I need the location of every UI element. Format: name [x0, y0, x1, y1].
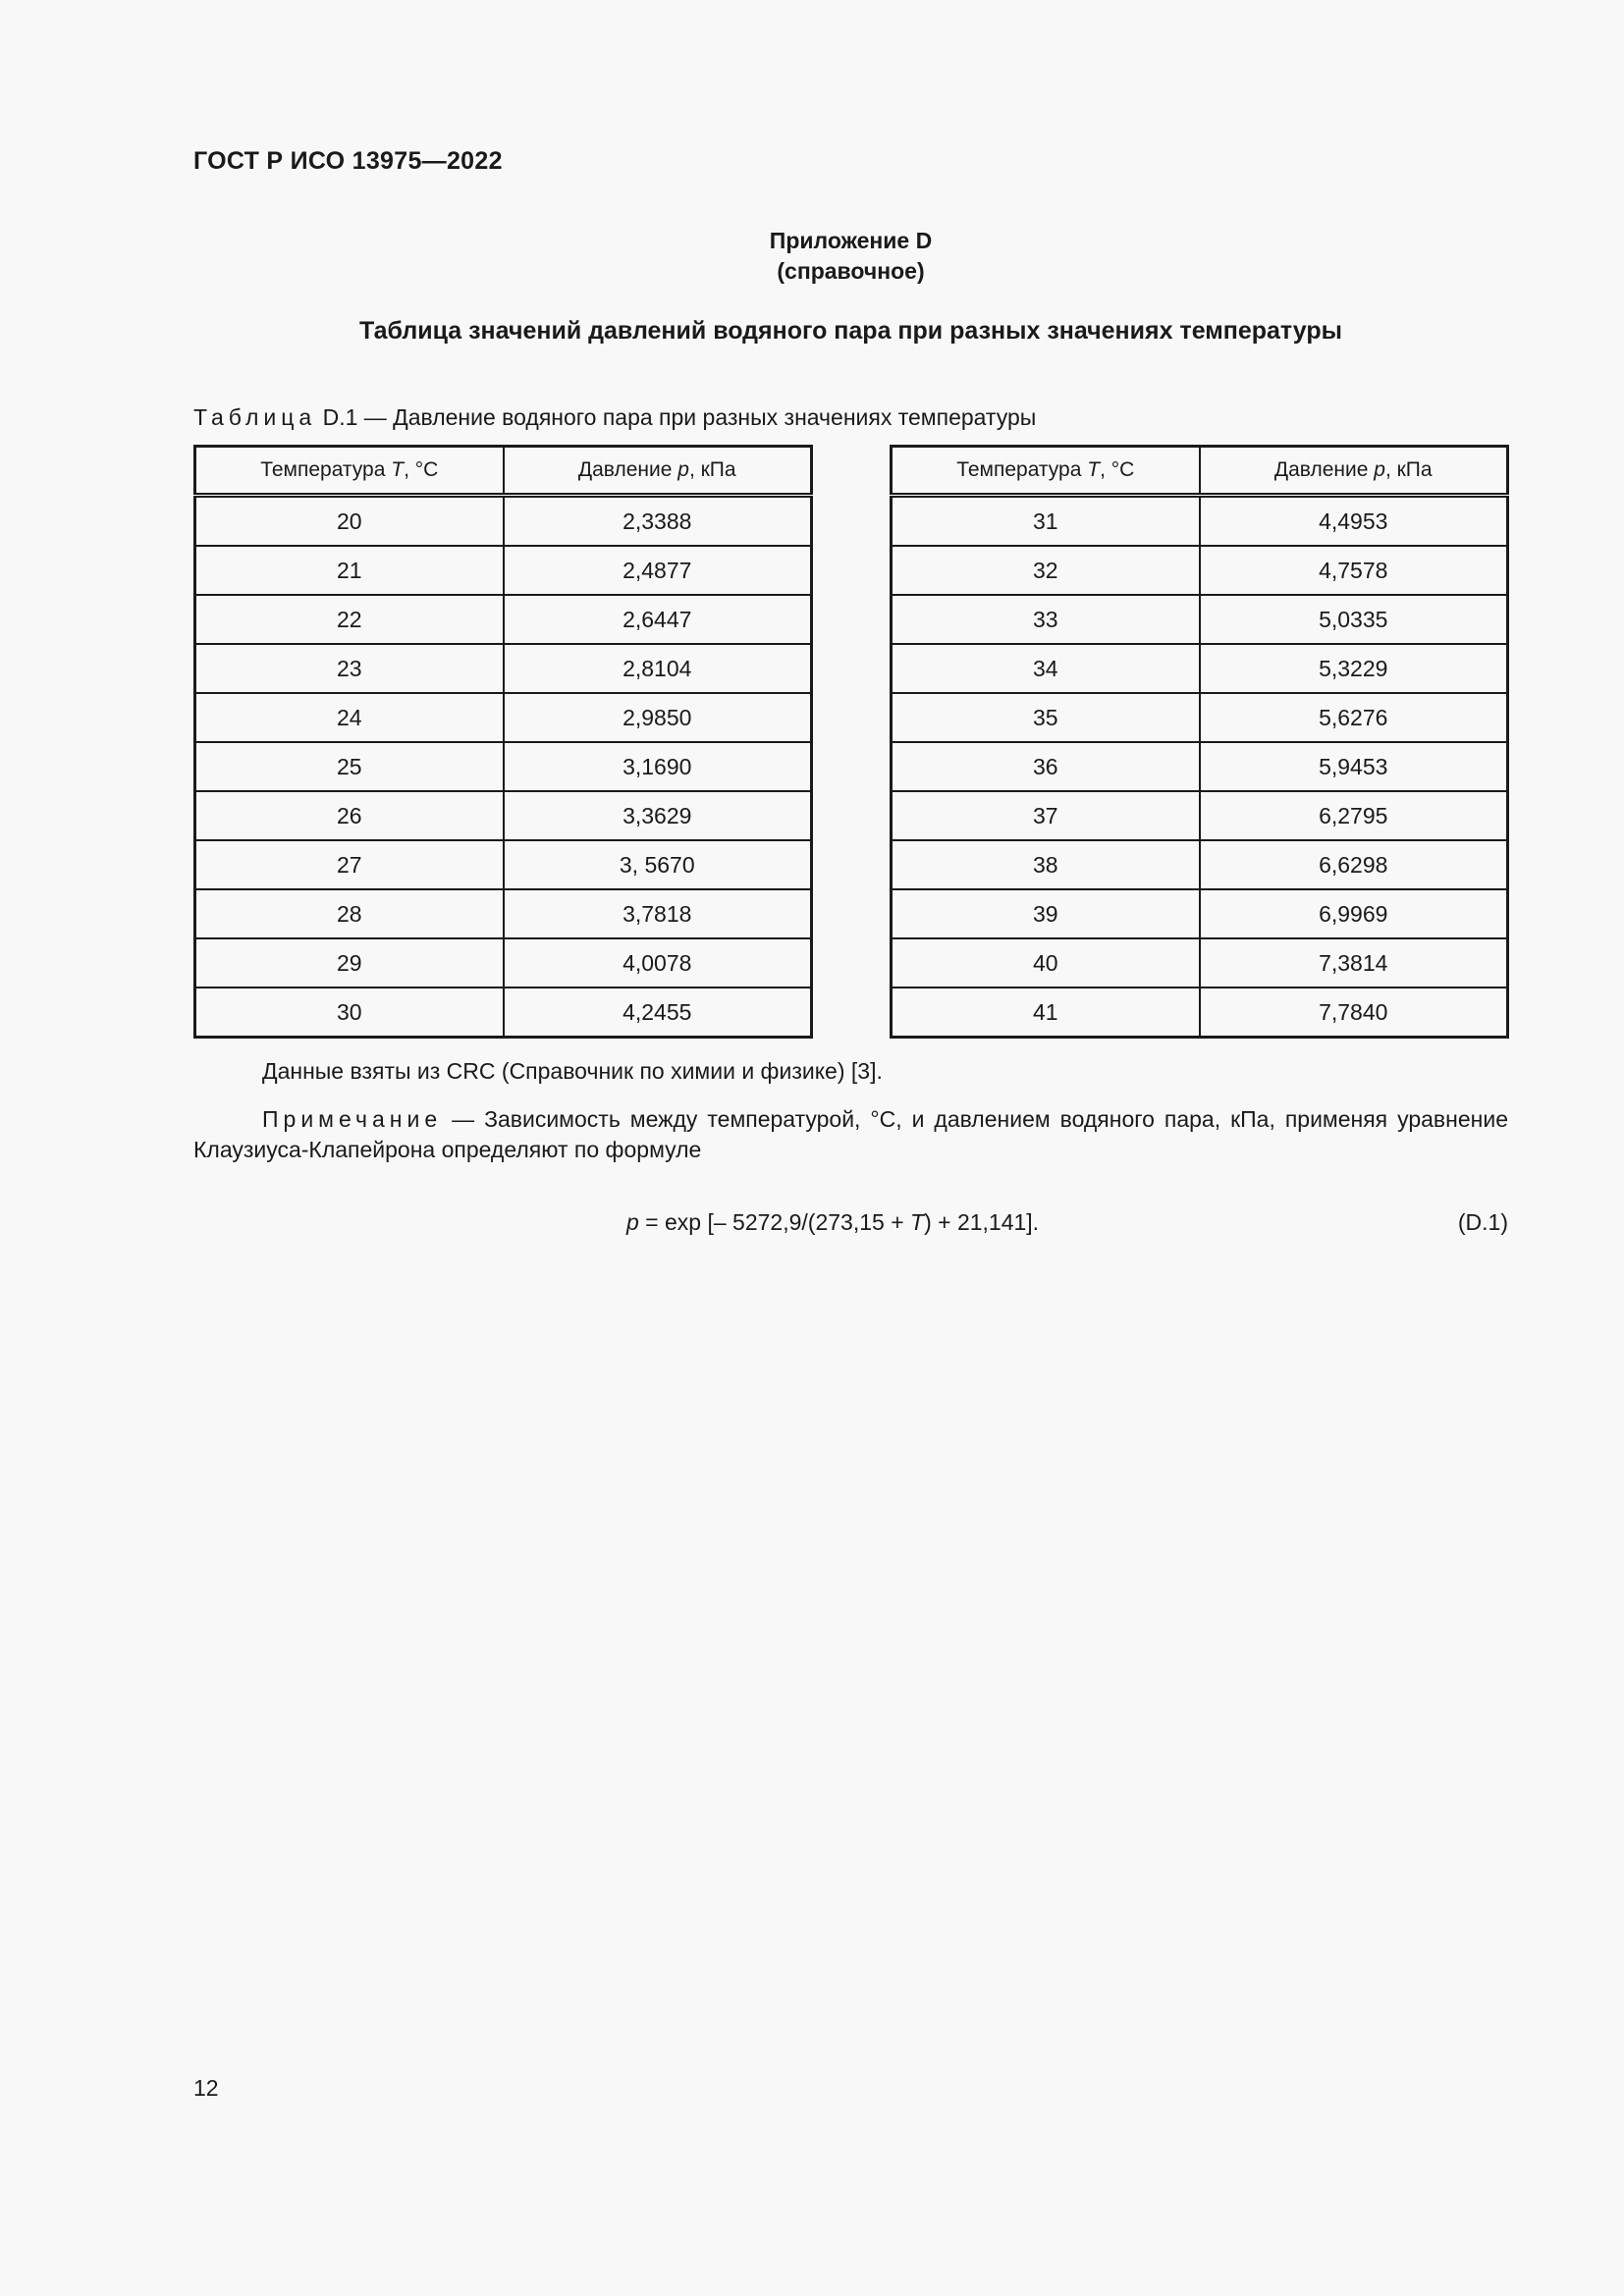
temperature-cell: 39 — [892, 889, 1200, 938]
pressure-cell: 6,9969 — [1200, 889, 1508, 938]
table-row — [195, 840, 812, 889]
table-row — [892, 938, 1508, 988]
table-row — [892, 595, 1508, 644]
pressure-cell: 2,4877 — [504, 546, 812, 595]
note-text: — Зависимость между температурой, °C, и давлением водяного пара, кПа, применяя уравнение Клаузиуса-Клапейрона определяют по формуле — [193, 1106, 1508, 1162]
temperature-cell: 34 — [892, 644, 1200, 693]
temperature-cell: 29 — [195, 938, 504, 988]
temperature-cell: 31 — [892, 496, 1200, 547]
table-caption-text: D.1 — Давление водяного пара при разных значениях температуры — [316, 404, 1037, 430]
column-header-pressure: Давление p, кПа — [504, 447, 812, 496]
pressure-cell: 3,7818 — [504, 889, 812, 938]
table-caption — [193, 404, 1036, 431]
temperature-cell: 33 — [892, 595, 1200, 644]
pressure-cell: 2,6447 — [504, 595, 812, 644]
table-row — [892, 693, 1508, 742]
column-header-temperature: Температура T, °C — [195, 447, 504, 496]
pressure-cell: 3,3629 — [504, 791, 812, 840]
document-code: ГОСТ Р ИСО 13975—2022 — [193, 147, 503, 175]
table-row — [195, 988, 812, 1038]
table-row — [892, 546, 1508, 595]
table-row — [195, 595, 812, 644]
table-row — [195, 791, 812, 840]
pressure-cell: 4,0078 — [504, 938, 812, 988]
temperature-cell: 25 — [195, 742, 504, 791]
pressure-table-right — [890, 445, 1509, 1039]
column-header-temperature: Температура T, °C — [892, 447, 1200, 496]
table-row — [195, 742, 812, 791]
pressure-cell: 4,2455 — [504, 988, 812, 1038]
table-row — [195, 693, 812, 742]
table-row — [892, 791, 1508, 840]
temperature-cell: 32 — [892, 546, 1200, 595]
annex-title-line1: Приложение D — [769, 228, 933, 253]
table-row — [892, 644, 1508, 693]
table-row — [195, 644, 812, 693]
table-row — [892, 988, 1508, 1038]
table-header-row — [195, 447, 812, 496]
table-header-row — [892, 447, 1508, 496]
annex-title — [0, 226, 1624, 287]
pressure-cell: 5,6276 — [1200, 693, 1508, 742]
pressure-cell: 4,4953 — [1200, 496, 1508, 547]
note-label: Примечание — [262, 1106, 443, 1132]
pressure-cell: 7,3814 — [1200, 938, 1508, 988]
temperature-cell: 30 — [195, 988, 504, 1038]
pressure-cell: 5,0335 — [1200, 595, 1508, 644]
table-body-left — [195, 496, 812, 1038]
annex-title-line2: (справочное) — [777, 258, 925, 284]
pressure-cell: 5,9453 — [1200, 742, 1508, 791]
temperature-cell: 27 — [195, 840, 504, 889]
temperature-cell: 24 — [195, 693, 504, 742]
temperature-cell: 36 — [892, 742, 1200, 791]
temperature-cell: 20 — [195, 496, 504, 547]
page-number: 12 — [193, 2075, 219, 2101]
table-row — [892, 889, 1508, 938]
pressure-cell: 3,1690 — [504, 742, 812, 791]
table-row — [195, 496, 812, 547]
temperature-cell: 23 — [195, 644, 504, 693]
column-header-pressure: Давление p, кПа — [1200, 447, 1508, 496]
table-caption-prefix: Таблица — [193, 404, 317, 430]
pressure-cell: 6,2795 — [1200, 791, 1508, 840]
formula-number: (D.1) — [1457, 1209, 1508, 1235]
temperature-cell: 38 — [892, 840, 1200, 889]
temperature-cell: 28 — [195, 889, 504, 938]
annex-heading: Таблица значений давлений водяного пара при разных значениях температуры — [358, 317, 1342, 345]
pressure-cell: 3, 5670 — [504, 840, 812, 889]
table-row — [195, 938, 812, 988]
pressure-table-left — [193, 445, 813, 1039]
table-body-right — [892, 496, 1508, 1038]
pressure-cell: 7,7840 — [1200, 988, 1508, 1038]
table-row — [195, 889, 812, 938]
temperature-cell: 37 — [892, 791, 1200, 840]
formula: p = exp [– 5272,9/(273,15 + T) + 21,141]. — [626, 1209, 1040, 1235]
pressure-cell: 5,3229 — [1200, 644, 1508, 693]
temperature-cell: 21 — [195, 546, 504, 595]
source-note: Данные взяты из CRC (Справочник по химии и физике) [3]. — [262, 1058, 883, 1084]
pressure-cell: 2,9850 — [504, 693, 812, 742]
table-row — [892, 742, 1508, 791]
temperature-cell: 22 — [195, 595, 504, 644]
temperature-cell: 35 — [892, 693, 1200, 742]
pressure-cell: 4,7578 — [1200, 546, 1508, 595]
note-paragraph — [193, 1104, 1508, 1165]
pressure-cell: 6,6298 — [1200, 840, 1508, 889]
temperature-cell: 26 — [195, 791, 504, 840]
table-row — [892, 496, 1508, 547]
temperature-cell: 40 — [892, 938, 1200, 988]
table-row — [892, 840, 1508, 889]
temperature-cell: 41 — [892, 988, 1200, 1038]
pressure-cell: 2,8104 — [504, 644, 812, 693]
pressure-cell: 2,3388 — [504, 496, 812, 547]
table-row — [195, 546, 812, 595]
